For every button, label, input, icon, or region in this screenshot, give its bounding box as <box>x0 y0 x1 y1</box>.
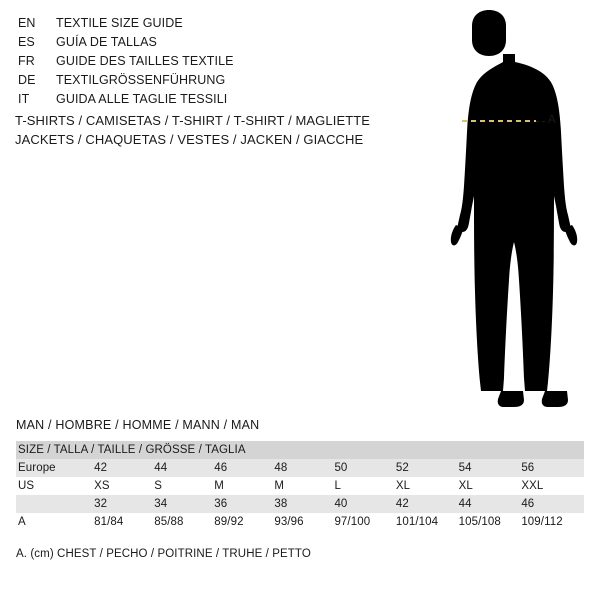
language-row <box>18 35 398 54</box>
cell-value: XS <box>94 477 154 495</box>
table-header-label: SIZE / TALLA / TAILLE / GRÖSSE / TAGLIA <box>16 441 584 459</box>
cell-value: 89/92 <box>214 513 274 531</box>
measure-leader-line <box>536 121 545 122</box>
table-heading: MAN / HOMBRE / HOMME / MANN / MAN <box>16 418 260 432</box>
row-label: US <box>16 477 94 495</box>
cell-value: 38 <box>274 495 334 513</box>
language-text: TEXTILE SIZE GUIDE <box>56 16 183 30</box>
garment-category-list <box>15 111 415 149</box>
cell-value: 109/112 <box>521 513 584 531</box>
measure-label-a: A <box>548 114 556 126</box>
language-code: EN <box>18 16 36 30</box>
language-text: GUIDA ALLE TAGLIE TESSILI <box>56 92 228 106</box>
cell-value: 54 <box>459 459 522 477</box>
table-row <box>16 495 584 513</box>
cell-value: 105/108 <box>459 513 522 531</box>
body-figure <box>400 10 600 410</box>
cell-value: 32 <box>94 495 154 513</box>
language-code: DE <box>18 73 36 87</box>
male-silhouette-icon <box>400 10 600 410</box>
category-tshirts: T-SHIRTS / CAMISETAS / T-SHIRT / T-SHIRT / MAGLIETTE <box>15 113 371 128</box>
language-text: TEXTILGRÖSSENFÜHRUNG <box>56 73 226 87</box>
row-label <box>16 495 94 513</box>
language-code: FR <box>18 54 35 68</box>
cell-value: M <box>274 477 334 495</box>
cell-value: 42 <box>396 495 459 513</box>
language-row <box>18 54 398 73</box>
language-row <box>18 16 398 35</box>
size-table <box>16 441 584 531</box>
cell-value: XL <box>459 477 522 495</box>
cell-value: XL <box>396 477 459 495</box>
row-label: Europe <box>16 459 94 477</box>
table-footnote: A. (cm) CHEST / PECHO / POITRINE / TRUHE / PETTO <box>16 548 311 560</box>
cell-value: 97/100 <box>334 513 395 531</box>
row-label: A <box>16 513 94 531</box>
language-code: ES <box>18 35 35 49</box>
cell-value: 46 <box>521 495 584 513</box>
cell-value: 56 <box>521 459 584 477</box>
table-row <box>16 477 584 495</box>
cell-value: 40 <box>334 495 395 513</box>
cell-value: 44 <box>154 459 214 477</box>
cell-value: XXL <box>521 477 584 495</box>
cell-value: 46 <box>214 459 274 477</box>
cell-value: 81/84 <box>94 513 154 531</box>
cell-value: 34 <box>154 495 214 513</box>
cell-value: S <box>154 477 214 495</box>
table-row <box>16 459 584 477</box>
cell-value: 93/96 <box>274 513 334 531</box>
table-row <box>16 513 584 531</box>
language-text: GUÍA DE TALLAS <box>56 35 157 49</box>
language-list <box>18 16 398 111</box>
language-code: IT <box>18 92 30 106</box>
cell-value: M <box>214 477 274 495</box>
language-row <box>18 92 398 111</box>
cell-value: 85/88 <box>154 513 214 531</box>
cell-value: 48 <box>274 459 334 477</box>
language-row <box>18 73 398 92</box>
cell-value: 44 <box>459 495 522 513</box>
language-text: GUIDE DES TAILLES TEXTILE <box>56 54 234 68</box>
cell-value: 42 <box>94 459 154 477</box>
cell-value: 50 <box>334 459 395 477</box>
cell-value: 36 <box>214 495 274 513</box>
cell-value: 101/104 <box>396 513 459 531</box>
cell-value: L <box>334 477 395 495</box>
table-header-row <box>16 441 584 459</box>
cell-value: 52 <box>396 459 459 477</box>
category-jackets: JACKETS / CHAQUETAS / VESTES / JACKEN / GIACCHE <box>15 132 364 147</box>
